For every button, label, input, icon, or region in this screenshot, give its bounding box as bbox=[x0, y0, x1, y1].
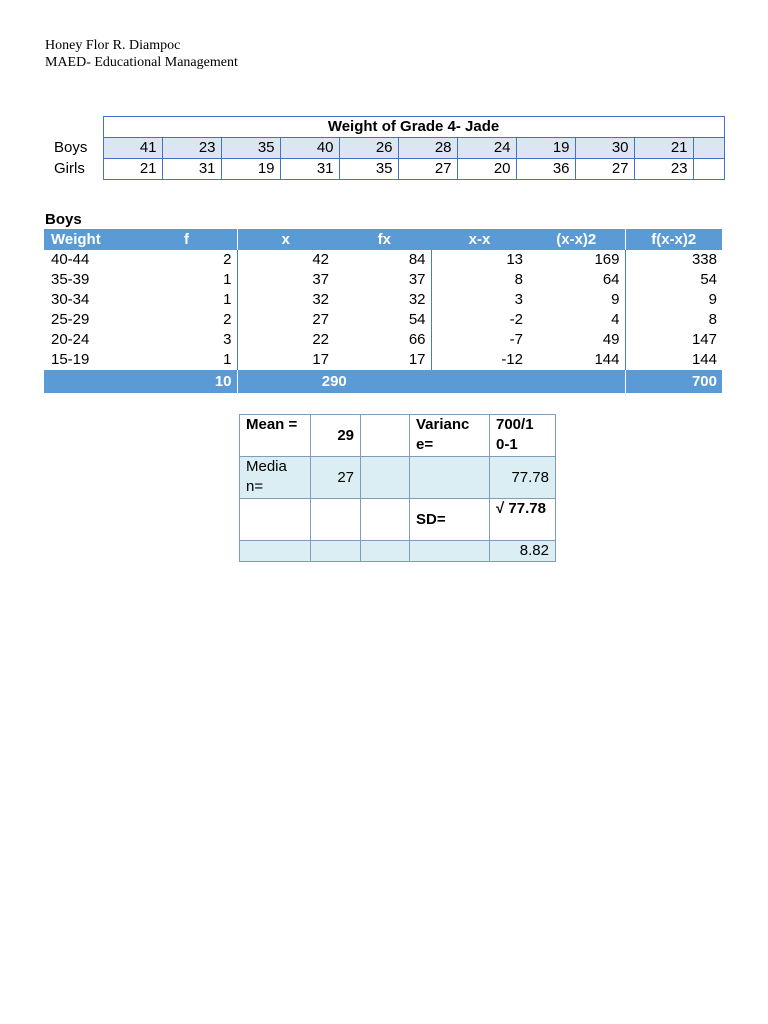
boys-weight-cell: 35 bbox=[221, 138, 280, 159]
median-value: 27 bbox=[311, 457, 361, 499]
weight-cell: 15-19 bbox=[51, 351, 90, 368]
total-fx: 290 bbox=[237, 370, 431, 393]
fx-cell: 66 bbox=[408, 331, 426, 348]
boys-weight-cell: 19 bbox=[516, 138, 575, 159]
girls-weight-cell: 21 bbox=[103, 159, 162, 180]
boys-weight-cell: 30 bbox=[575, 138, 634, 159]
girls-weight-cell: 35 bbox=[339, 159, 398, 180]
weight-cell: 35-39 bbox=[51, 271, 90, 288]
girls-weight-cell: 19 bbox=[221, 159, 280, 180]
deviation-cell: 8 bbox=[431, 270, 528, 290]
mean-variance-row bbox=[240, 415, 556, 457]
empty-cell bbox=[361, 499, 410, 541]
empty-cell bbox=[240, 541, 311, 562]
weight-cell: 25-29 bbox=[51, 311, 90, 328]
girls-weight-cell: 31 bbox=[162, 159, 221, 180]
frequency-row bbox=[44, 310, 722, 330]
girls-weight-cell: 27 bbox=[398, 159, 457, 180]
total-f: 10 bbox=[172, 370, 237, 393]
x-cell: 37 bbox=[237, 270, 334, 290]
frequency-row bbox=[44, 330, 722, 350]
f-cell: 1 bbox=[223, 291, 232, 308]
deviation-squared-cell: 9 bbox=[611, 291, 620, 308]
deviation-cell: -12 bbox=[431, 350, 528, 370]
total-spacer bbox=[431, 370, 625, 393]
f-deviation-squared-cell: 338 bbox=[625, 250, 722, 270]
course-name: MAED- Educational Management bbox=[45, 55, 238, 70]
boys-weight-cell: 40 bbox=[280, 138, 339, 159]
girls-weight-cell: 23 bbox=[634, 159, 693, 180]
f-deviation-squared-cell: 9 bbox=[625, 290, 722, 310]
mean-value: 29 bbox=[311, 415, 361, 457]
f-deviation-squared-cell: 144 bbox=[625, 350, 722, 370]
x-cell: 22 bbox=[237, 330, 334, 350]
frequency-totals-row bbox=[44, 370, 722, 393]
f-deviation-squared-cell: 54 bbox=[625, 270, 722, 290]
boys-weight-cell: 24 bbox=[457, 138, 516, 159]
girls-weight-cell: 20 bbox=[457, 159, 516, 180]
fx-cell: 84 bbox=[408, 251, 426, 268]
header-f: f bbox=[172, 229, 237, 250]
girls-weight-cell: 36 bbox=[516, 159, 575, 180]
deviation-cell: -2 bbox=[431, 310, 528, 330]
girls-weight-cell: 31 bbox=[280, 159, 339, 180]
fx-cell: 17 bbox=[408, 351, 426, 368]
empty-cell bbox=[311, 541, 361, 562]
sd-value-row bbox=[240, 541, 556, 562]
statistics-table bbox=[239, 414, 556, 562]
frequency-body bbox=[44, 250, 722, 370]
boys-section-title: Boys bbox=[45, 211, 82, 228]
total-spacer bbox=[44, 370, 172, 393]
x-cell: 42 bbox=[237, 250, 334, 270]
empty-cell bbox=[311, 499, 361, 541]
frequency-row bbox=[44, 350, 722, 370]
deviation-cell: -7 bbox=[431, 330, 528, 350]
variance-label: Varianc e= bbox=[410, 415, 490, 457]
header-deviation-squared: (x-x)2 bbox=[528, 229, 625, 250]
variance-value: 77.78 bbox=[490, 457, 556, 499]
f-cell: 1 bbox=[223, 271, 232, 288]
empty-cell bbox=[693, 159, 724, 180]
sd-formula: √ 77.78 bbox=[490, 499, 556, 541]
fx-cell: 54 bbox=[408, 311, 426, 328]
boys-weight-cell: 26 bbox=[339, 138, 398, 159]
f-cell: 2 bbox=[223, 311, 232, 328]
f-cell: 1 bbox=[223, 351, 232, 368]
weight-cell: 40-44 bbox=[51, 251, 90, 268]
fx-cell: 37 bbox=[408, 271, 426, 288]
boys-frequency-table bbox=[44, 229, 722, 393]
deviation-squared-cell: 4 bbox=[611, 311, 620, 328]
empty-cell bbox=[361, 415, 410, 457]
sd-value: 8.82 bbox=[490, 541, 556, 562]
total-f-deviation-squared: 700 bbox=[625, 370, 722, 393]
frequency-row bbox=[44, 290, 722, 310]
empty-cell bbox=[361, 457, 410, 499]
f-cell: 3 bbox=[223, 331, 232, 348]
deviation-squared-cell: 49 bbox=[602, 331, 620, 348]
boys-weight-cell: 23 bbox=[162, 138, 221, 159]
document-header bbox=[45, 37, 238, 71]
weight-cell: 20-24 bbox=[51, 331, 90, 348]
header-f-deviation-squared: f(x-x)2 bbox=[625, 229, 722, 250]
header-fx: fx bbox=[334, 229, 431, 250]
x-cell: 17 bbox=[237, 350, 334, 370]
boys-weight-cell: 41 bbox=[103, 138, 162, 159]
fx-cell: 32 bbox=[408, 291, 426, 308]
weight-cell: 30-34 bbox=[51, 291, 90, 308]
f-cell: 2 bbox=[223, 251, 232, 268]
frequency-row bbox=[44, 270, 722, 290]
empty-cell bbox=[410, 541, 490, 562]
boys-weight-row bbox=[45, 138, 724, 159]
empty-cell bbox=[361, 541, 410, 562]
f-deviation-squared-cell: 8 bbox=[625, 310, 722, 330]
girls-weight-cell: 27 bbox=[575, 159, 634, 180]
x-cell: 27 bbox=[237, 310, 334, 330]
weight-table bbox=[45, 116, 725, 180]
boys-weight-cell: 21 bbox=[634, 138, 693, 159]
frequency-row bbox=[44, 250, 722, 270]
deviation-squared-cell: 169 bbox=[594, 251, 620, 268]
deviation-squared-cell: 64 bbox=[602, 271, 620, 288]
author-name: Honey Flor R. Diampoc bbox=[45, 38, 181, 53]
deviation-cell: 3 bbox=[431, 290, 528, 310]
header-weight: Weight bbox=[44, 229, 172, 250]
deviation-cell: 13 bbox=[431, 250, 528, 270]
deviation-squared-cell: 144 bbox=[594, 351, 620, 368]
median-label: Media n= bbox=[240, 457, 311, 499]
weight-table-title: Weight of Grade 4- Jade bbox=[103, 117, 724, 138]
girls-row-label: Girls bbox=[54, 160, 85, 177]
frequency-header-row bbox=[44, 229, 722, 250]
x-cell: 32 bbox=[237, 290, 334, 310]
boys-weight-cell: 28 bbox=[398, 138, 457, 159]
variance-formula: 700/1 0-1 bbox=[490, 415, 556, 457]
girls-weight-row bbox=[45, 159, 724, 180]
median-row bbox=[240, 457, 556, 499]
empty-cell bbox=[240, 499, 311, 541]
empty-cell bbox=[410, 457, 490, 499]
header-deviation: x-x bbox=[431, 229, 528, 250]
sd-label: SD= bbox=[410, 499, 490, 541]
boys-row-label: Boys bbox=[54, 139, 88, 156]
mean-label: Mean = bbox=[240, 415, 311, 457]
header-x: x bbox=[237, 229, 334, 250]
sd-row bbox=[240, 499, 556, 541]
empty-cell bbox=[693, 138, 724, 159]
f-deviation-squared-cell: 147 bbox=[625, 330, 722, 350]
